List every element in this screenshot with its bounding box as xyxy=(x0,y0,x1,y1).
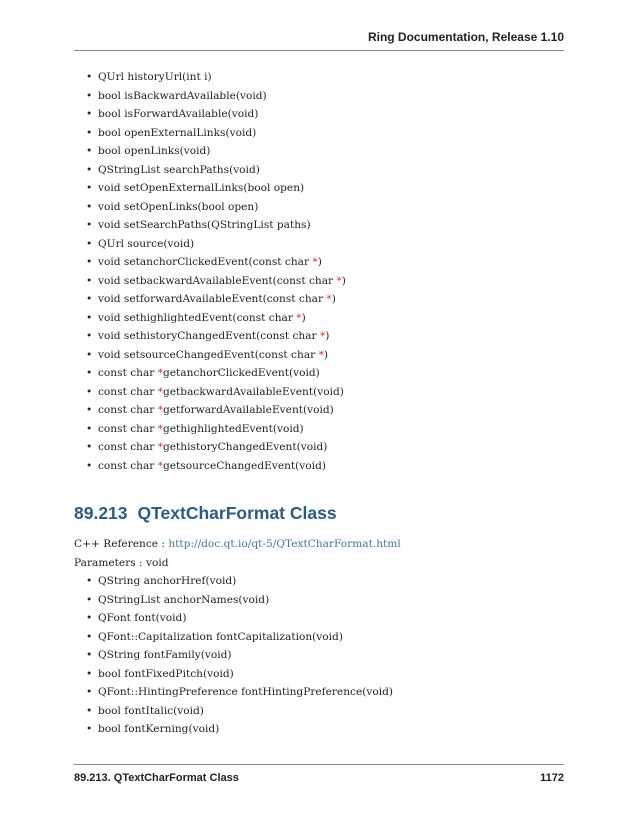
item-text: bool isBackwardAvailable(void) xyxy=(98,89,267,102)
item-text: void setbackwardAvailableEvent(const char xyxy=(98,274,337,287)
item-text: void setOpenExternalLinks(bool open) xyxy=(98,182,305,194)
item-text: const char xyxy=(98,459,158,472)
item-text: QStringList searchPaths(void) xyxy=(98,163,260,176)
bullet-icon: • xyxy=(86,237,93,250)
footer-section: 89.213. QTextCharFormat Class xyxy=(74,772,239,784)
item-text: QString anchorHref(void) xyxy=(98,575,237,587)
list-item xyxy=(86,68,346,87)
bullet-icon: • xyxy=(86,723,93,735)
bullet-icon: • xyxy=(86,348,93,361)
item-text-suffix: getanchorClickedEvent(void) xyxy=(163,367,320,379)
method-list-qtextbrowser xyxy=(86,68,346,475)
list-item xyxy=(86,124,346,143)
bullet-icon: • xyxy=(86,385,93,398)
list-item xyxy=(86,105,346,124)
item-text-suffix: getsourceChangedEvent(void) xyxy=(163,459,326,472)
list-item xyxy=(86,198,346,217)
method-list-qtextcharformat xyxy=(86,572,393,739)
bullet-icon: • xyxy=(86,404,93,416)
cpp-reference xyxy=(74,538,401,550)
pointer-asterisk: * xyxy=(157,385,163,398)
item-text: bool isForwardAvailable(void) xyxy=(98,108,259,120)
pointer-asterisk: * xyxy=(157,459,163,472)
bullet-icon: • xyxy=(86,89,93,102)
item-text: QString fontFamily(void) xyxy=(98,649,232,661)
item-text: void setforwardAvailableEvent(const char xyxy=(98,293,327,305)
bullet-icon: • xyxy=(86,422,93,435)
item-text: void sethistoryChangedEvent(const char xyxy=(98,330,320,342)
item-text: bool fontFixedPitch(void) xyxy=(98,667,234,680)
item-text: const char xyxy=(98,441,158,453)
item-text: QUrl source(void) xyxy=(98,237,195,250)
list-item xyxy=(86,438,346,457)
item-text: QUrl historyUrl(int i) xyxy=(98,71,212,83)
section-title: QTextCharFormat Class xyxy=(137,503,337,523)
item-text-suffix: gethistoryChangedEvent(void) xyxy=(163,441,328,453)
pointer-asterisk: * xyxy=(157,441,163,453)
bullet-icon: • xyxy=(86,71,93,83)
list-item xyxy=(86,665,393,684)
bullet-icon: • xyxy=(86,256,93,268)
item-text: const char xyxy=(98,404,158,416)
bullet-icon: • xyxy=(86,108,93,120)
bullet-icon: • xyxy=(86,274,93,287)
bullet-icon: • xyxy=(86,612,93,624)
list-item xyxy=(86,346,346,365)
list-item xyxy=(86,161,346,180)
bullet-icon: • xyxy=(86,145,93,157)
item-text: const char xyxy=(98,385,158,398)
list-item xyxy=(86,383,346,402)
section-heading xyxy=(74,503,337,524)
reference-label: C++ Reference : xyxy=(74,538,169,550)
list-item xyxy=(86,591,393,610)
list-item xyxy=(86,457,346,476)
page-number: 1172 xyxy=(540,772,564,784)
item-text: void setsourceChangedEvent(const char xyxy=(98,348,319,361)
running-header: Ring Documentation, Release 1.10 xyxy=(367,30,564,44)
list-item xyxy=(86,420,346,439)
list-item xyxy=(86,646,393,665)
bullet-icon: • xyxy=(86,593,93,606)
list-item xyxy=(86,179,346,198)
pointer-asterisk: * xyxy=(318,348,324,361)
bullet-icon: • xyxy=(86,182,93,194)
item-text: void setSearchPaths(QStringList paths) xyxy=(98,219,311,231)
item-text-suffix: ) xyxy=(331,293,336,305)
item-text: void setOpenLinks(bool open) xyxy=(98,200,259,213)
item-text: const char xyxy=(98,422,158,435)
item-text: QStringList anchorNames(void) xyxy=(98,593,270,606)
pointer-asterisk: * xyxy=(312,256,318,268)
item-text-suffix: ) xyxy=(323,348,329,361)
pointer-asterisk: * xyxy=(336,274,342,287)
list-item xyxy=(86,401,346,420)
bullet-icon: • xyxy=(86,667,93,680)
list-item xyxy=(86,364,346,383)
item-text-suffix: ) xyxy=(341,274,346,287)
pointer-asterisk: * xyxy=(296,311,302,324)
pointer-asterisk: * xyxy=(326,293,332,305)
bullet-icon: • xyxy=(86,163,93,176)
footer-divider xyxy=(74,764,564,765)
bullet-icon: • xyxy=(86,575,93,587)
bullet-icon: • xyxy=(86,200,93,213)
list-item xyxy=(86,572,393,591)
list-item xyxy=(86,87,346,106)
item-text: void setanchorClickedEvent(const char xyxy=(98,256,313,268)
list-item xyxy=(86,720,393,739)
list-item xyxy=(86,609,393,628)
item-text: bool openLinks(void) xyxy=(98,145,211,157)
list-item xyxy=(86,272,346,291)
bullet-icon: • xyxy=(86,686,93,698)
bullet-icon: • xyxy=(86,441,93,453)
pointer-asterisk: * xyxy=(157,422,163,435)
pointer-asterisk: * xyxy=(320,330,326,342)
pointer-asterisk: * xyxy=(157,367,163,379)
item-text: bool openExternalLinks(void) xyxy=(98,126,257,139)
list-item xyxy=(86,142,346,161)
list-item xyxy=(86,290,346,309)
bullet-icon: • xyxy=(86,630,93,643)
bullet-icon: • xyxy=(86,367,93,379)
item-text: QFont font(void) xyxy=(98,612,187,624)
item-text-suffix: getforwardAvailableEvent(void) xyxy=(163,404,334,416)
bullet-icon: • xyxy=(86,126,93,139)
pointer-asterisk: * xyxy=(157,404,163,416)
bullet-icon: • xyxy=(86,704,93,717)
item-text-suffix: gethighlightedEvent(void) xyxy=(163,422,304,435)
bullet-icon: • xyxy=(86,330,93,342)
item-text: const char xyxy=(98,367,158,379)
item-text: void sethighlightedEvent(const char xyxy=(98,311,297,324)
list-item xyxy=(86,216,346,235)
section-number: 89.213 xyxy=(74,503,128,523)
item-text: bool fontItalic(void) xyxy=(98,704,204,717)
item-text-suffix: ) xyxy=(317,256,322,268)
item-text-suffix: ) xyxy=(301,311,306,324)
list-item xyxy=(86,309,346,328)
bullet-icon: • xyxy=(86,311,93,324)
item-text-suffix: getbackwardAvailableEvent(void) xyxy=(163,385,344,398)
list-item xyxy=(86,327,346,346)
parameters-line: Parameters : void xyxy=(74,557,169,569)
list-item xyxy=(86,702,393,721)
bullet-icon: • xyxy=(86,219,93,231)
item-text: QFont::Capitalization fontCapitalization(void) xyxy=(98,630,343,643)
item-text: bool fontKerning(void) xyxy=(98,723,220,735)
list-item xyxy=(86,628,393,647)
item-text-suffix: ) xyxy=(325,330,330,342)
reference-link[interactable]: http://doc.qt.io/qt-5/QTextCharFormat.html xyxy=(168,538,401,550)
bullet-icon: • xyxy=(86,293,93,305)
header-divider xyxy=(74,50,564,51)
item-text: QFont::HintingPreference fontHintingPreference(void) xyxy=(98,686,394,698)
bullet-icon: • xyxy=(86,649,93,661)
bullet-icon: • xyxy=(86,459,93,472)
list-item xyxy=(86,253,346,272)
list-item xyxy=(86,683,393,702)
list-item xyxy=(86,235,346,254)
